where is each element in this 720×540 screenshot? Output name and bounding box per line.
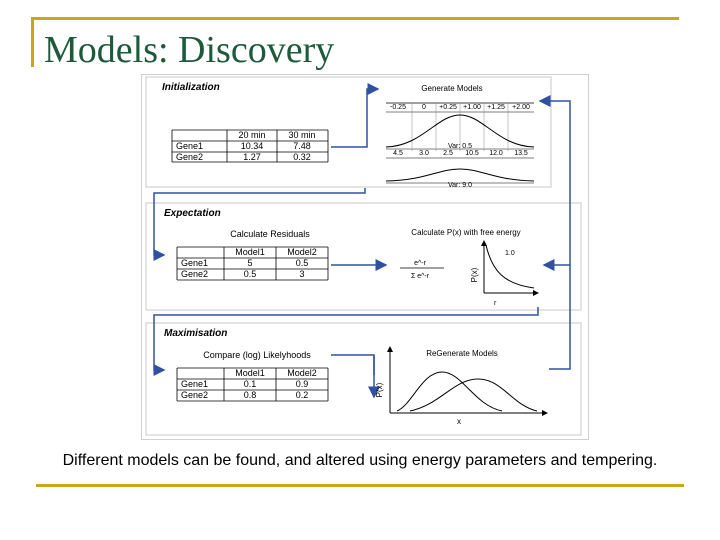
generate-models-label: Generate Models	[421, 84, 483, 93]
exp-header-model1: Model1	[235, 247, 265, 257]
slide-title: Models: Discovery	[44, 29, 335, 71]
initialization-heading: Initialization	[162, 82, 220, 93]
formula-denominator: Σ e^-r	[410, 273, 430, 280]
gen-mid-tick-5: 12.0	[489, 150, 503, 157]
compare-likelihoods-label: Compare (log) Likelyhoods	[203, 350, 311, 360]
maximisation-to-expectation-arrow	[544, 265, 570, 369]
initialization-table	[172, 130, 328, 162]
maximisation-heading: Maximisation	[164, 328, 228, 339]
calculate-residuals-label: Calculate Residuals	[230, 229, 310, 239]
max-row2-model2: 0.2	[295, 390, 309, 400]
exp-row2-model2: 3	[299, 269, 305, 279]
expectation-panel	[146, 203, 581, 310]
expectation-table	[177, 247, 328, 280]
formula-numerator: e^-r	[414, 260, 426, 267]
frame-vertical-rule	[31, 17, 34, 67]
gen-top-tick-5: +1.25	[487, 104, 505, 111]
gen-top-tick-1: -0.25	[390, 104, 406, 111]
max-header-model1: Model1	[235, 368, 265, 378]
maximisation-table	[177, 368, 328, 401]
init-row2-20min: 1.27	[243, 152, 261, 162]
init-to-generate-arrow	[331, 89, 378, 147]
free-energy-y-label: P(x)	[470, 267, 479, 283]
compare-connector	[331, 355, 374, 375]
regen-x-label: x	[457, 417, 461, 426]
init-row1-gene: Gene1	[176, 141, 204, 151]
loop-back-to-generate-arrow	[540, 101, 570, 265]
exp-row1-model2: 0.5	[295, 258, 309, 268]
max-row1-model1: 0.1	[243, 379, 257, 389]
init-row2-30min: 0.32	[293, 152, 311, 162]
exp-row2-model1: 0.5	[243, 269, 257, 279]
init-header-20min: 20 min	[238, 130, 266, 140]
init-to-expectation-arrow	[154, 188, 365, 255]
gen-mid-tick-2: 3.0	[419, 150, 429, 157]
max-header-model2: Model2	[287, 368, 317, 378]
free-energy-plot	[470, 241, 538, 307]
regen-curve-2	[410, 379, 537, 411]
max-row2-gene: Gene2	[181, 390, 209, 400]
em-diagram	[141, 74, 589, 440]
slide-caption: Different models can be found, and altered using energy parameters and tempering.	[62, 452, 658, 469]
gen-var-top: Var: 0.5	[448, 143, 472, 150]
regen-y-label: P(x)	[375, 382, 384, 398]
regen-curve-1	[397, 372, 502, 411]
exp-row1-model1: 5	[247, 258, 253, 268]
initialization-panel	[146, 77, 551, 187]
frame-horizontal-rule	[31, 17, 679, 20]
regenerate-plot	[375, 347, 547, 426]
gen-mid-tick-6: 13.5	[514, 150, 528, 157]
bottom-rule	[36, 484, 684, 487]
max-row1-model2: 0.9	[295, 379, 309, 389]
gen-mid-tick-4: 10.5	[465, 150, 479, 157]
init-row2-gene: Gene2	[176, 152, 204, 162]
free-energy-x-label: r	[494, 300, 497, 307]
exp-header-model2: Model2	[287, 247, 317, 257]
max-row2-model1: 0.8	[243, 390, 257, 400]
gen-top-tick-6: +2.00	[512, 104, 530, 111]
gen-mid-tick-3: 2.5	[443, 150, 453, 157]
exp-row1-gene: Gene1	[181, 258, 209, 268]
regenerate-models-label: ReGenerate Models	[426, 349, 498, 358]
gen-top-tick-4: +1.00	[463, 104, 481, 111]
max-row1-gene: Gene1	[181, 379, 209, 389]
free-energy-label: Calculate P(x) with free energy	[411, 228, 521, 237]
em-diagram-svg	[142, 75, 588, 439]
gen-var-bottom: Var: 9.0	[448, 182, 472, 189]
init-row1-20min: 10.34	[240, 141, 264, 151]
gen-top-tick-2: 0	[422, 104, 426, 111]
init-header-30min: 30 min	[288, 130, 316, 140]
free-energy-y-tick: 1.0	[505, 250, 515, 257]
init-row1-30min: 7.48	[293, 141, 311, 151]
generate-models-figure	[386, 84, 534, 189]
gen-top-tick-3: +0.25	[439, 104, 457, 111]
expectation-heading: Expectation	[164, 208, 221, 219]
free-energy-formula	[400, 260, 444, 280]
gen-lower-curve	[386, 169, 534, 181]
exp-row2-gene: Gene2	[181, 269, 209, 279]
gen-mid-tick-1: 4.5	[393, 150, 403, 157]
